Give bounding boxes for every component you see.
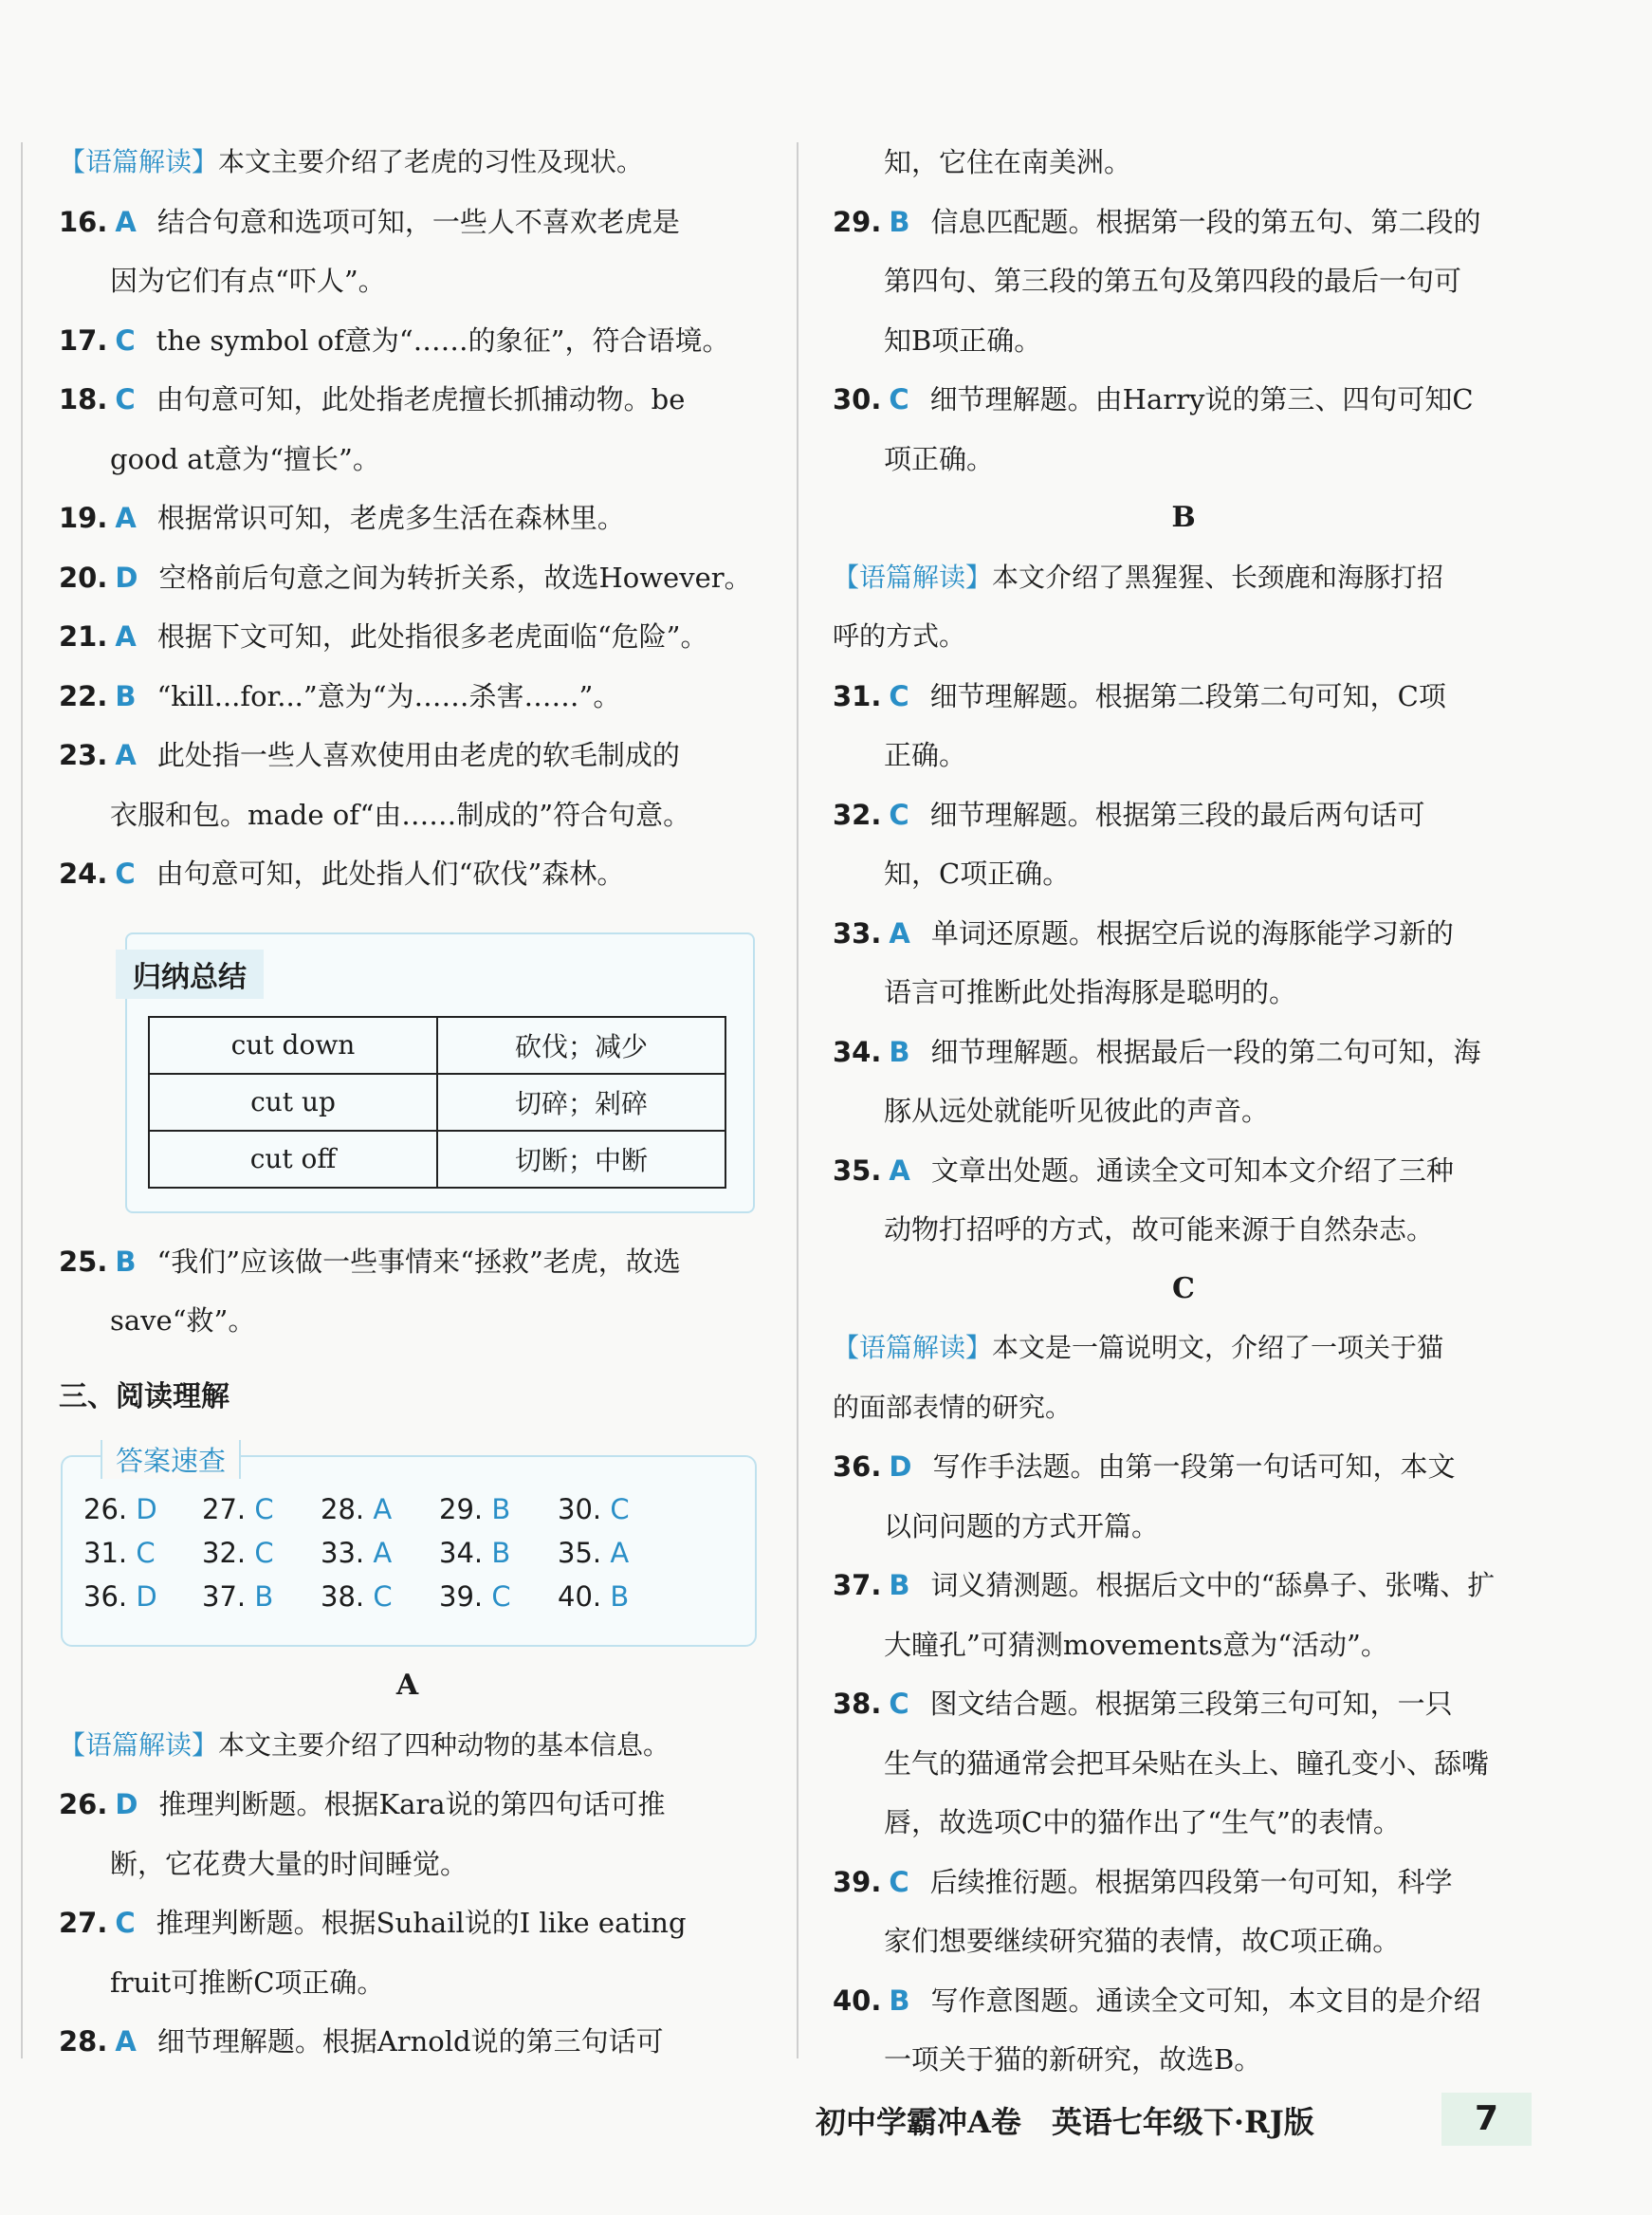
explanation-text: 细节理解题。根据第三段的最后两句话可 xyxy=(929,798,1425,831)
answer-item xyxy=(59,667,756,727)
quick-answer-item xyxy=(558,1580,676,1613)
answer-list-b xyxy=(59,1232,756,1351)
question-number: 37. xyxy=(833,1569,882,1601)
answer-letter: C xyxy=(889,1688,909,1720)
explanation-text: 根据下文可知，此处指很多老虎面临“危险”。 xyxy=(156,620,708,653)
question-number: 34. xyxy=(833,1035,882,1068)
table-cell: 砍伐；减少 xyxy=(437,1017,725,1074)
continued-line: 知，它住在南美洲。 xyxy=(884,146,1132,178)
answer-item xyxy=(59,193,756,252)
answer-letter: B xyxy=(889,1569,910,1601)
question-number: 38. xyxy=(833,1688,882,1720)
answer-item xyxy=(833,1023,1534,1082)
answer-letter: B xyxy=(889,1035,910,1068)
explanation-text: 一项关于猫的新研究，故选B。 xyxy=(884,2043,1262,2076)
answer-letter: C xyxy=(889,798,909,831)
question-number: 35. xyxy=(833,1154,882,1187)
intro-tag: 【语篇解读】 xyxy=(833,1332,993,1363)
answer-letter: B xyxy=(491,1493,511,1525)
answer-item-cont xyxy=(833,844,1534,904)
question-number: 36. xyxy=(83,1580,128,1613)
question-number: 27. xyxy=(202,1493,247,1525)
quick-answer-item xyxy=(83,1580,202,1613)
question-number: 31. xyxy=(833,679,882,712)
explanation-text: 断，它花费大量的时间睡觉。 xyxy=(110,1847,468,1880)
explanation-text: 动物打招呼的方式，故可能来源于自然杂志。 xyxy=(884,1213,1435,1246)
explanation-text: 豚从远处就能听见彼此的声音。 xyxy=(884,1095,1270,1127)
answer-item xyxy=(833,1141,1534,1201)
answer-item xyxy=(833,785,1534,845)
question-number: 28. xyxy=(321,1493,365,1525)
intro-text: 本文是一篇说明文，介绍了一项关于猫 xyxy=(992,1332,1444,1363)
answer-item xyxy=(59,1893,756,1953)
answer-letter: B xyxy=(610,1580,630,1613)
quick-answer-item xyxy=(439,1537,558,1569)
explanation-text: 写作意图题。通读全文可知，本文目的是介绍 xyxy=(930,1984,1481,2017)
answer-item xyxy=(833,370,1534,430)
explanation-text: “kill...for...”意为“为……杀害……”。 xyxy=(156,679,621,712)
answer-item-cont xyxy=(59,1291,756,1351)
question-number: 32. xyxy=(833,798,882,831)
question-number: 40. xyxy=(833,1984,882,2017)
answer-letter: A xyxy=(115,739,137,771)
explanation-text: 家们想要继续研究猫的表情，故C项正确。 xyxy=(884,1925,1401,1957)
explanation-text: 大瞳孔”可猜测movements意为“活动”。 xyxy=(884,1628,1388,1661)
summary-label: 归纳总结 xyxy=(116,950,264,999)
answer-letter: C xyxy=(254,1493,274,1525)
question-number: 21. xyxy=(59,620,108,653)
explanation-text: 因为它们有点“吓人”。 xyxy=(110,265,386,297)
answer-item-cont xyxy=(59,1953,756,2013)
answer-letter: A xyxy=(115,205,137,238)
answer-letter: C xyxy=(136,1537,156,1569)
answer-item xyxy=(59,726,756,785)
explanation-text: fruit可推断C项正确。 xyxy=(110,1966,385,1999)
intro-tag: 【语篇解读】 xyxy=(59,1728,219,1761)
question-number: 35. xyxy=(558,1537,602,1569)
question-number: 33. xyxy=(321,1537,365,1569)
table-row xyxy=(149,1131,725,1188)
answer-item-cont xyxy=(833,430,1534,489)
answer-list-c xyxy=(59,1775,756,2072)
explanation-text: 结合句意和选项可知，一些人不喜欢老虎是 xyxy=(156,205,680,238)
quick-answer-item xyxy=(321,1493,439,1525)
explanation-text: the symbol of意为“……的象征”，符合语境。 xyxy=(156,323,730,357)
explanation-text: 后续推衍题。根据第四段第一句可知，科学 xyxy=(929,1865,1453,1898)
answer-letter: C xyxy=(491,1580,511,1613)
quick-answer-item xyxy=(558,1537,676,1569)
answer-letter: C xyxy=(610,1493,630,1525)
question-number: 28. xyxy=(59,2025,108,2058)
answer-item xyxy=(833,1674,1534,1734)
answer-item-cont xyxy=(59,430,756,489)
answer-letter: B xyxy=(254,1580,274,1613)
question-number: 39. xyxy=(833,1865,882,1898)
question-number: 30. xyxy=(558,1493,602,1525)
answer-letter: A xyxy=(115,2025,137,2058)
answer-letter: D xyxy=(115,1788,138,1820)
quick-answer-item xyxy=(439,1580,558,1613)
question-number: 19. xyxy=(59,502,108,534)
answer-letter: A xyxy=(610,1537,630,1569)
answer-letter: B xyxy=(115,1245,137,1278)
intro-text: 本文主要介绍了四种动物的基本信息。 xyxy=(218,1728,670,1761)
intro-text: 本文主要介绍了老虎的习性及现状。 xyxy=(218,146,644,177)
explanation-text: good at意为“擅长”。 xyxy=(110,442,380,475)
explanation-text: 单词还原题。根据空后说的海豚能学习新的 xyxy=(930,916,1454,950)
explanation-text: 图文结合题。根据第三段第三句可知，一只 xyxy=(929,1688,1453,1720)
table-cell: 切碎；剁碎 xyxy=(437,1074,725,1131)
table-cell: 切断；中断 xyxy=(437,1131,725,1188)
answer-item xyxy=(833,1971,1534,2031)
answer-letter: A xyxy=(889,1154,910,1187)
answer-item xyxy=(59,2012,756,2072)
quick-answer-item xyxy=(321,1537,439,1569)
answer-item-cont xyxy=(833,1734,1534,1794)
question-number: 26. xyxy=(59,1788,108,1820)
explanation-text: 信息匹配题。根据第一段的第五句、第二段的 xyxy=(930,205,1481,238)
right-column xyxy=(833,133,1534,2090)
answer-item xyxy=(59,370,756,430)
question-number: 17. xyxy=(59,323,108,357)
text-intro-b-cont: 呼的方式。 xyxy=(833,620,966,652)
quick-answer-item xyxy=(439,1493,558,1525)
answer-item-cont xyxy=(833,1911,1534,1971)
explanation-text: 以问问题的方式开篇。 xyxy=(884,1509,1160,1542)
question-number: 40. xyxy=(558,1580,602,1613)
answer-list-a xyxy=(59,193,756,904)
answer-letter: C xyxy=(115,858,136,890)
part-b-heading: B xyxy=(1171,501,1196,534)
text-intro-c-cont: 的面部表情的研究。 xyxy=(833,1391,1073,1423)
explanation-text: 细节理解题。根据第二段第二句可知，C项 xyxy=(929,679,1446,712)
answer-letter: C xyxy=(373,1580,393,1613)
answer-letter: D xyxy=(889,1450,912,1483)
intro-text: 本文介绍了黑猩猩、长颈鹿和海豚打招 xyxy=(992,561,1444,593)
table-cell: cut down xyxy=(149,1017,437,1074)
footer-title: 初中学霸冲A卷 英语七年级下·RJ版 xyxy=(816,2104,1314,2140)
answer-list-right-b xyxy=(833,667,1534,1260)
question-number: 18. xyxy=(59,383,108,415)
answer-list-right-a xyxy=(833,193,1534,489)
answer-item xyxy=(833,193,1534,252)
explanation-text: “我们”应该做一些事情来“拯救”老虎，故选 xyxy=(156,1245,681,1278)
answer-item xyxy=(59,311,756,371)
column-divider xyxy=(797,142,798,2058)
answer-letter: C xyxy=(115,383,136,415)
answer-item xyxy=(59,548,756,608)
answer-item xyxy=(59,1232,756,1292)
question-number: 29. xyxy=(439,1493,484,1525)
answer-item xyxy=(59,489,756,548)
explanation-text: 细节理解题。由Harry说的第三、四句可知C xyxy=(929,383,1474,415)
answer-item-cont xyxy=(833,726,1534,785)
answer-item-cont xyxy=(833,1497,1534,1557)
text-intro-left xyxy=(59,133,756,193)
quick-answer-label: 答案速查 xyxy=(101,1440,241,1479)
answer-letter: A xyxy=(115,620,137,653)
explanation-text: 词义猜测题。根据后文中的“舔鼻子、张嘴、扩 xyxy=(930,1569,1496,1601)
quick-answer-item xyxy=(558,1493,676,1525)
answer-item xyxy=(833,1556,1534,1615)
answer-item xyxy=(59,607,756,667)
quick-answer-item xyxy=(83,1493,202,1525)
answer-item-cont xyxy=(833,1081,1534,1141)
explanation-text: 项正确。 xyxy=(884,442,995,475)
question-number: 39. xyxy=(439,1580,484,1613)
answer-item-cont xyxy=(833,1200,1534,1260)
explanation-text: 细节理解题。根据最后一段的第二句可知，海 xyxy=(930,1035,1481,1068)
explanation-text: 生气的猫通常会把耳朵贴在头上、瞳孔变小、舔嘴 xyxy=(884,1746,1490,1780)
quick-answer-item xyxy=(202,1580,321,1613)
answer-item-cont xyxy=(833,2030,1534,2090)
part-a-heading: A xyxy=(395,1669,419,1702)
part-c-heading: C xyxy=(1172,1271,1195,1305)
answer-item-cont xyxy=(833,251,1534,311)
answer-item xyxy=(59,1775,756,1835)
answer-letter: D xyxy=(136,1580,157,1613)
intro-tag: 【语篇解读】 xyxy=(833,561,993,593)
explanation-text: 细节理解题。根据Arnold说的第三句话可 xyxy=(156,2025,664,2058)
question-number: 16. xyxy=(59,205,108,238)
answer-letter: A xyxy=(373,1537,393,1569)
explanation-text: 衣服和包。made of“由……制成的”符合句意。 xyxy=(110,798,691,831)
answer-letter: C xyxy=(889,1865,909,1898)
text-intro-a xyxy=(59,1716,756,1776)
answer-letter: B xyxy=(889,1984,910,2017)
question-number: 33. xyxy=(833,916,882,950)
question-number: 25. xyxy=(59,1245,108,1278)
answer-letter: C xyxy=(115,1907,136,1939)
explanation-text: 由句意可知，此处指老虎擅长抓捕动物。be xyxy=(156,383,686,415)
explanation-text: 唇，故选项C中的猫作出了“生气”的表情。 xyxy=(884,1806,1401,1838)
explanation-text: save“救”。 xyxy=(110,1304,256,1337)
explanation-text: 第四句、第三段的第五句及第四段的最后一句可 xyxy=(884,265,1462,297)
question-number: 23. xyxy=(59,739,108,771)
answer-item xyxy=(59,844,756,904)
answer-item xyxy=(833,667,1534,727)
quick-answer-box xyxy=(61,1445,757,1647)
left-column xyxy=(59,133,756,2072)
explanation-text: 知，C项正确。 xyxy=(884,858,1071,890)
question-number: 37. xyxy=(202,1580,247,1613)
quick-answer-item xyxy=(202,1537,321,1569)
answer-letter: C xyxy=(889,679,909,712)
explanation-text: 语言可推断此处指海豚是聪明的。 xyxy=(884,976,1297,1008)
answer-item-cont xyxy=(833,1793,1534,1853)
question-number: 36. xyxy=(833,1450,882,1483)
question-number: 31. xyxy=(83,1537,128,1569)
question-number: 30. xyxy=(833,383,882,415)
answer-item-cont xyxy=(833,311,1534,371)
answer-letter: B xyxy=(115,679,137,712)
answer-letter: B xyxy=(889,205,910,238)
table-row xyxy=(149,1017,725,1074)
explanation-text: 此处指一些人喜欢使用由老虎的软毛制成的 xyxy=(156,739,680,771)
answer-list-right-c xyxy=(833,1437,1534,2090)
page-number: 7 xyxy=(1441,2093,1532,2146)
answer-item xyxy=(833,1437,1534,1497)
explanation-text: 由句意可知，此处指人们“砍伐”森林。 xyxy=(156,858,625,890)
question-number: 38. xyxy=(321,1580,365,1613)
explanation-text: 根据常识可知，老虎多生活在森林里。 xyxy=(156,502,625,534)
question-number: 24. xyxy=(59,858,108,890)
section-title: 三、阅读理解 xyxy=(59,1379,229,1413)
quick-answer-item xyxy=(202,1493,321,1525)
answer-letter: A xyxy=(373,1493,393,1525)
answer-letter: D xyxy=(115,561,138,594)
answer-item-cont xyxy=(59,1835,756,1894)
answer-item-cont xyxy=(59,785,756,845)
question-number: 26. xyxy=(83,1493,128,1525)
table-cell: cut off xyxy=(149,1131,437,1188)
explanation-text: 写作手法题。由第一段第一句话可知，本文 xyxy=(932,1450,1456,1483)
answer-item-cont xyxy=(59,251,756,311)
text-intro-c xyxy=(833,1319,1534,1378)
explanation-text: 推理判断题。根据Suhail说的I like eating xyxy=(156,1907,687,1939)
explanation-text: 空格前后句意之间为转折关系，故选However。 xyxy=(158,561,752,594)
table-cell: cut up xyxy=(149,1074,437,1131)
answer-item xyxy=(833,904,1534,964)
question-number: 20. xyxy=(59,561,108,594)
answer-item-cont xyxy=(833,963,1534,1023)
question-number: 34. xyxy=(439,1537,484,1569)
answer-letter: D xyxy=(136,1493,157,1525)
left-margin-rule xyxy=(21,142,23,2058)
table-row xyxy=(149,1074,725,1131)
quick-answer-item xyxy=(321,1580,439,1613)
answer-letter: C xyxy=(889,383,909,415)
quick-answer-grid xyxy=(83,1493,676,1613)
explanation-text: 推理判断题。根据Kara说的第四句话可推 xyxy=(158,1788,666,1820)
explanation-text: 正确。 xyxy=(884,739,967,771)
explanation-text: 知B项正确。 xyxy=(884,323,1042,357)
question-number: 32. xyxy=(202,1537,247,1569)
answer-letter: B xyxy=(491,1537,511,1569)
answer-letter: A xyxy=(115,502,137,534)
summary-box xyxy=(125,932,755,1213)
answer-letter: C xyxy=(115,323,136,357)
answer-letter: C xyxy=(254,1537,274,1569)
answer-item-cont xyxy=(833,1615,1534,1675)
quick-answer-item xyxy=(83,1537,202,1569)
answer-item xyxy=(833,1853,1534,1912)
question-number: 27. xyxy=(59,1907,108,1939)
text-intro-b xyxy=(833,548,1534,608)
summary-table xyxy=(148,1016,726,1189)
answer-letter: A xyxy=(889,916,910,950)
question-number: 22. xyxy=(59,679,108,712)
intro-tag: 【语篇解读】 xyxy=(59,146,219,177)
question-number: 29. xyxy=(833,205,882,238)
explanation-text: 文章出处题。通读全文可知本文介绍了三种 xyxy=(930,1154,1454,1187)
